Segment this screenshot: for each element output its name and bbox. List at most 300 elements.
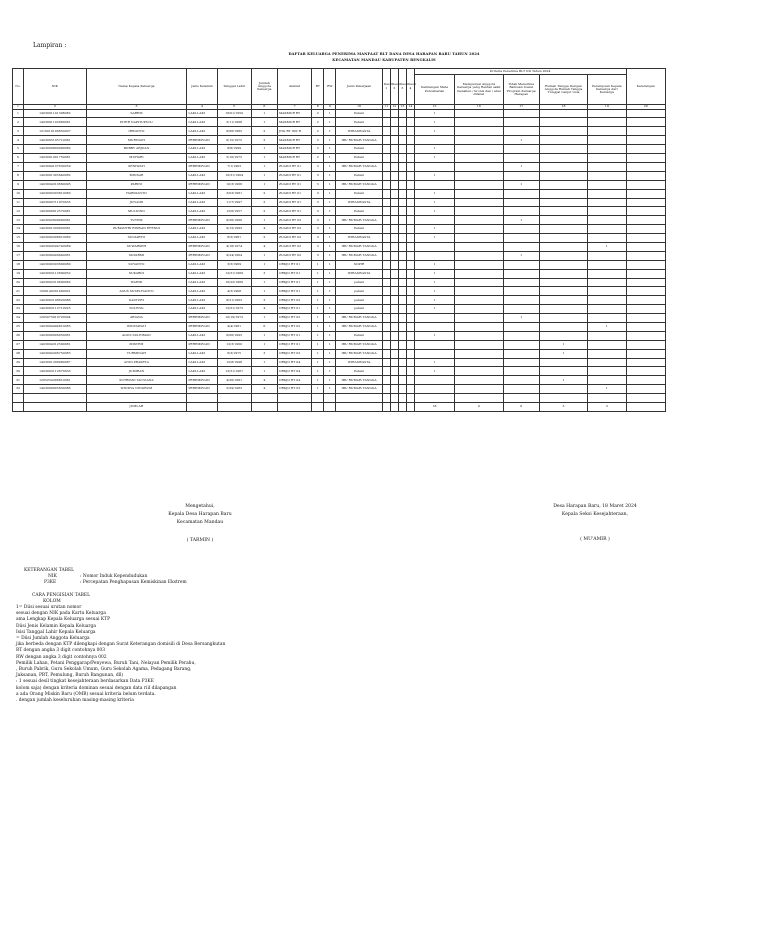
address-cell: ORKJO RT 02: [277, 349, 311, 358]
occupation-cell: Petani: [336, 225, 382, 234]
empty-cell: [406, 234, 414, 243]
birthdate-cell: 9/26/1960: [217, 216, 251, 225]
occupation-cell: WIRASWASTA: [336, 269, 382, 278]
criteria-4-cell: [539, 154, 587, 163]
empty-cell: [626, 145, 666, 154]
empty-cell: [406, 340, 414, 349]
notes-line: RT dengan angka 3 digit contohnya 003: [16, 648, 106, 654]
address-cell: ORKJO RT 01: [277, 287, 311, 296]
empty-cell: [406, 260, 414, 269]
member-count-cell: 1: [251, 118, 277, 127]
empty-cell: [382, 162, 390, 171]
column-number: 17: [503, 105, 539, 110]
criteria-3-cell: [503, 242, 539, 251]
table-row: [13, 189, 666, 198]
empty-cell: [398, 260, 406, 269]
rw-cell: 1: [324, 180, 336, 189]
rt-cell: 2: [312, 118, 324, 127]
criteria-2-cell: [455, 198, 503, 207]
birthdate-cell: 4/16/1974: [217, 242, 251, 251]
rw-cell: 1: [324, 109, 336, 118]
empty-cell: [390, 118, 398, 127]
criteria-5-cell: [588, 145, 626, 154]
total-row: [13, 402, 666, 411]
criteria-4-cell: [539, 171, 587, 180]
nik-cell: 1403090612570081: [24, 207, 86, 216]
empty-cell: [86, 394, 187, 403]
rw-cell: 1: [324, 385, 336, 394]
criteria-2-cell: [455, 278, 503, 287]
empty-cell: [626, 367, 666, 376]
member-count-cell: 1: [251, 109, 277, 118]
rt-cell: 1: [312, 322, 324, 331]
gender-cell: PEREMPUAN: [187, 216, 217, 225]
criteria-4-cell: [539, 198, 587, 207]
empty-cell: [390, 349, 398, 358]
table-row: [13, 305, 666, 314]
empty-cell: [398, 171, 406, 180]
empty-cell: [382, 287, 390, 296]
empty-cell: [390, 127, 398, 136]
empty-cell: [382, 269, 390, 278]
criteria-1-cell: 1: [414, 367, 454, 376]
criteria-5-cell: [588, 198, 626, 207]
row-number: 19: [13, 269, 24, 278]
gender-cell: LAKI-LAKI: [187, 189, 217, 198]
rt-cell: 1: [312, 340, 324, 349]
member-count-cell: 2: [251, 207, 277, 216]
member-count-cell: 1: [251, 180, 277, 189]
table-row: [13, 162, 666, 171]
address-cell: ZUAIDI RT 02: [277, 234, 311, 243]
address-cell: ORKJO RT 01: [277, 305, 311, 314]
criteria-2-cell: [455, 340, 503, 349]
notes-nik-desc: : Nomor Induk Kependudukan: [80, 574, 148, 580]
header-kriteria-1: Kehilangan Mata Pencaharian: [414, 75, 454, 105]
name-cell: SUWARSEH: [86, 242, 187, 251]
criteria-2-cell: [455, 216, 503, 225]
nik-cell: 1403094306750083: [24, 349, 86, 358]
criteria-2-cell: [455, 136, 503, 145]
rw-cell: 1: [324, 127, 336, 136]
empty-cell: [626, 287, 666, 296]
empty-cell: [398, 145, 406, 154]
nik-cell: 1403093112690052: [24, 269, 86, 278]
column-number: 8: [312, 105, 324, 110]
criteria-3-cell: [503, 296, 539, 305]
table-row: [13, 367, 666, 376]
occupation-cell: Petani: [336, 109, 382, 118]
criteria-1-cell: [414, 322, 454, 331]
criteria-3-cell: [503, 322, 539, 331]
member-count-cell: 1: [251, 216, 277, 225]
column-number: 20: [626, 105, 666, 110]
empty-cell: [390, 225, 398, 234]
criteria-3-cell: [503, 260, 539, 269]
row-number: 4: [13, 136, 24, 145]
empty-cell: [406, 296, 414, 305]
row-number: 16: [13, 242, 24, 251]
occupation-cell: IBU RUMAH TANGGA: [336, 216, 382, 225]
member-count-cell: 2: [251, 127, 277, 136]
occupation-cell: IBU RUMAH TANGGA: [336, 349, 382, 358]
name-cell: MULIONO: [86, 207, 187, 216]
column-number: 6: [251, 105, 277, 110]
table-row: [13, 225, 666, 234]
criteria-2-cell: [455, 260, 503, 269]
member-count-cell: 4: [251, 242, 277, 251]
criteria-3-cell: [503, 278, 539, 287]
row-number: 5: [13, 145, 24, 154]
criteria-4-cell: [539, 118, 587, 127]
criteria-1-cell: [414, 136, 454, 145]
empty-cell: [390, 216, 398, 225]
gender-cell: LAKI-LAKI: [187, 207, 217, 216]
rt-cell: 1: [312, 314, 324, 323]
column-number: 11: [382, 105, 390, 110]
empty-cell: [455, 394, 503, 403]
total-k4: 3: [539, 402, 587, 411]
gender-cell: LAKI-LAKI: [187, 278, 217, 287]
empty-cell: [277, 394, 311, 403]
birthdate-cell: 4/4/1981: [217, 322, 251, 331]
nik-cell: 1403092210600082: [24, 278, 86, 287]
criteria-1-cell: 1: [414, 331, 454, 340]
name-cell: MISTEM: [86, 340, 187, 349]
address-cell: ORKJO RT 01: [277, 260, 311, 269]
empty-cell: [382, 198, 390, 207]
empty-cell: [626, 402, 666, 411]
empty-cell: [626, 349, 666, 358]
member-count-cell: 1: [251, 145, 277, 154]
empty-cell: [626, 385, 666, 394]
empty-cell: [406, 269, 414, 278]
empty-cell: [382, 242, 390, 251]
gender-cell: LAKI-LAKI: [187, 171, 217, 180]
nik-cell: 1403090303690080: [24, 260, 86, 269]
criteria-1-cell: [414, 251, 454, 260]
row-number: 17: [13, 251, 24, 260]
table-row: [13, 127, 666, 136]
rt-cell: 1: [312, 385, 324, 394]
empty-cell: [406, 171, 414, 180]
rw-cell: 1: [324, 251, 336, 260]
criteria-2-cell: [455, 207, 503, 216]
empty-cell: [390, 385, 398, 394]
empty-cell: [398, 251, 406, 260]
criteria-4-cell: 1: [539, 340, 587, 349]
criteria-1-cell: 1: [414, 118, 454, 127]
criteria-2-cell: [455, 242, 503, 251]
member-count-cell: 1: [251, 287, 277, 296]
criteria-3-cell: [503, 207, 539, 216]
gender-cell: LAKI-LAKI: [187, 287, 217, 296]
empty-cell: [626, 278, 666, 287]
criteria-3-cell: [503, 340, 539, 349]
criteria-3-cell: [503, 198, 539, 207]
empty-cell: [382, 234, 390, 243]
empty-cell: [382, 402, 390, 411]
empty-cell: [406, 127, 414, 136]
birthdate-cell: 3/03/1981: [217, 189, 251, 198]
criteria-5-cell: [588, 376, 626, 385]
criteria-4-cell: [539, 269, 587, 278]
name-cell: SENIWATI: [86, 162, 187, 171]
criteria-5-cell: [588, 269, 626, 278]
criteria-4-cell: [539, 260, 587, 269]
empty-cell: [382, 216, 390, 225]
notes-nik-label: NIK: [48, 574, 57, 580]
row-number: 10: [13, 189, 24, 198]
empty-cell: [406, 145, 414, 154]
nik-cell: 1403091305640082: [24, 171, 86, 180]
occupation-cell: Petani: [336, 207, 382, 216]
criteria-3-cell: [503, 171, 539, 180]
rt-cell: 3: [312, 234, 324, 243]
empty-cell: [382, 358, 390, 367]
nik-cell: 1403090303810080: [24, 189, 86, 198]
notes-line: ama Lengkap Kepala Keluarga sesuai KTP: [16, 617, 111, 623]
address-cell: JNG RT 002 R: [277, 127, 311, 136]
criteria-5-cell: [588, 260, 626, 269]
nik-cell: 1216010106850007: [24, 127, 86, 136]
criteria-3-cell: [503, 305, 539, 314]
rt-cell: 1: [312, 278, 324, 287]
rw-cell: 1: [324, 260, 336, 269]
gender-cell: LAKI-LAKI: [187, 127, 217, 136]
empty-cell: [398, 296, 406, 305]
notes-line: kolom saja) dengan kriteria dominan sesuai dengan data riil dilapangan: [16, 685, 177, 691]
birthdate-cell: 6/3/1975: [217, 349, 251, 358]
notes-line: 1= Diisi sesuai urutan nomor: [16, 605, 82, 611]
occupation-cell: petani: [336, 296, 382, 305]
column-number: 13: [398, 105, 406, 110]
table-row: [13, 207, 666, 216]
criteria-4-cell: [539, 331, 587, 340]
empty-cell: [382, 260, 390, 269]
empty-cell: [398, 189, 406, 198]
notes-line: . dengan jumlah keseluruhan masing-masing kriteria: [16, 698, 134, 704]
rt-cell: 2: [312, 127, 324, 136]
empty-cell: [390, 251, 398, 260]
header-alamat: Alamat: [277, 69, 311, 105]
criteria-3-cell: [503, 225, 539, 234]
gender-cell: LAKI-LAKI: [187, 145, 217, 154]
empty-cell: [503, 394, 539, 403]
criteria-2-cell: [455, 287, 503, 296]
empty-cell: [382, 171, 390, 180]
name-cell: AGUS SULEIMAN: [86, 331, 187, 340]
member-count-cell: 4: [251, 376, 277, 385]
empty-cell: [406, 367, 414, 376]
birthdate-cell: 8/3/1981: [217, 234, 251, 243]
gender-cell: LAKI-LAKI: [187, 109, 217, 118]
criteria-1-cell: 1: [414, 109, 454, 118]
member-count-cell: 6: [251, 322, 277, 331]
lampiran-label: Lampiran :: [33, 42, 67, 49]
address-cell: ORKJO RT 01: [277, 331, 311, 340]
criteria-5-cell: [588, 154, 626, 163]
empty-cell: [382, 207, 390, 216]
name-cell: TUYEM: [86, 216, 187, 225]
rw-cell: 1: [324, 278, 336, 287]
empty-cell: [398, 216, 406, 225]
criteria-1-cell: [414, 180, 454, 189]
empty-cell: [277, 402, 311, 411]
table-row: [13, 234, 666, 243]
notes-line: Diisi Jenis Kelamin Kepala Keluarga: [16, 623, 96, 629]
criteria-5-cell: [588, 251, 626, 260]
empty-cell: [406, 216, 414, 225]
row-number: 11: [13, 198, 24, 207]
name-cell: MURNIATI: [86, 136, 187, 145]
occupation-cell: IBU RUMAH TANGGA: [336, 162, 382, 171]
criteria-3-cell: [503, 127, 539, 136]
total-k5: 3: [588, 402, 626, 411]
row-number: 8: [13, 171, 24, 180]
table-row: [13, 171, 666, 180]
gender-cell: PEREMPUAN: [187, 180, 217, 189]
empty-cell: [382, 180, 390, 189]
nik-cell: 1205075910720004: [24, 314, 86, 323]
criteria-5-cell: [588, 314, 626, 323]
member-count-cell: 1: [251, 314, 277, 323]
occupation-cell: petani: [336, 287, 382, 296]
member-count-cell: 4: [251, 385, 277, 394]
criteria-4-cell: [539, 305, 587, 314]
criteria-1-cell: 1: [414, 145, 454, 154]
notes-line: , Buruh Pabrik, Guru Sekolah Umum, Guru Sekolah Agama, Pedagang Barang,: [16, 667, 192, 673]
criteria-3-cell: [503, 349, 539, 358]
empty-cell: [398, 358, 406, 367]
occupation-cell: SOPIR: [336, 260, 382, 269]
criteria-2-cell: [455, 331, 503, 340]
empty-cell: [539, 394, 587, 403]
notes-section: [16, 568, 226, 704]
criteria-1-cell: [414, 216, 454, 225]
occupation-cell: Petani: [336, 145, 382, 154]
criteria-4-cell: [539, 109, 587, 118]
gender-cell: PEREMPUAN: [187, 314, 217, 323]
empty-cell: [398, 340, 406, 349]
table-row: [13, 216, 666, 225]
table-row: [13, 154, 666, 163]
row-number: 18: [13, 260, 24, 269]
occupation-cell: IBU RUMAH TANGGA: [336, 136, 382, 145]
empty-cell: [414, 394, 454, 403]
notes-line: Jaksanan, PRT, Pemulung, Buruh Bangunan, dll): [16, 673, 124, 679]
empty-cell: [390, 198, 398, 207]
gender-cell: PEREMPUAN: [187, 242, 217, 251]
criteria-2-cell: [455, 109, 503, 118]
total-k3: 6: [503, 402, 539, 411]
criteria-3-cell: 1: [503, 216, 539, 225]
empty-cell: [390, 394, 398, 403]
criteria-4-cell: [539, 234, 587, 243]
header-desil-2: Desil 2: [390, 69, 398, 105]
address-cell: MAKMUR RT: [277, 145, 311, 154]
rw-cell: 1: [324, 198, 336, 207]
name-cell: ZUMANTRI RISWAN EFENDI: [86, 225, 187, 234]
signature-left: [135, 503, 265, 545]
empty-cell: [626, 109, 666, 118]
notes-line: sesuai dengan NIK pada Kartu Keluarga: [16, 611, 106, 617]
empty-cell: [24, 394, 86, 403]
empty-cell: [398, 198, 406, 207]
birthdate-cell: 6/06/1985: [217, 127, 251, 136]
criteria-4-cell: [539, 358, 587, 367]
table-row: [13, 296, 666, 305]
address-cell: ZUAIDI RT 01: [277, 198, 311, 207]
criteria-2-cell: [455, 314, 503, 323]
empty-cell: [398, 331, 406, 340]
occupation-cell: IBU RUMAH TANGGA: [336, 376, 382, 385]
empty-cell: [312, 402, 324, 411]
row-number: 23: [13, 305, 24, 314]
name-cell: WAHID: [86, 278, 187, 287]
rt-cell: 1: [312, 349, 324, 358]
table-row: [13, 260, 666, 269]
rt-cell: 1: [312, 260, 324, 269]
birthdate-cell: 5/10/1975: [217, 154, 251, 163]
occupation-cell: petani: [336, 278, 382, 287]
empty-cell: [382, 322, 390, 331]
name-cell: SUKARDI: [86, 269, 187, 278]
empty-cell: [398, 154, 406, 163]
birthdate-cell: 10/22/1960: [217, 278, 251, 287]
table-row: [13, 198, 666, 207]
birthdate-cell: 16/01/1950: [217, 109, 251, 118]
occupation-cell: IBU RUMAH TANGGA: [336, 314, 382, 323]
empty-cell: [398, 269, 406, 278]
empty-cell: [398, 367, 406, 376]
empty-cell: [390, 367, 398, 376]
empty-cell: [626, 127, 666, 136]
row-number: 30: [13, 367, 24, 376]
empty-cell: [626, 171, 666, 180]
birthdate-cell: 12/6/1957: [217, 207, 251, 216]
criteria-4-cell: [539, 287, 587, 296]
empty-cell: [398, 322, 406, 331]
column-number: 19: [588, 105, 626, 110]
header-desil-1: Desil 1: [382, 69, 390, 105]
table-row: [13, 109, 666, 118]
empty-cell: [324, 402, 336, 411]
empty-cell: [390, 145, 398, 154]
empty-cell: [406, 109, 414, 118]
criteria-3-cell: [503, 385, 539, 394]
criteria-1-cell: 1: [414, 207, 454, 216]
birthdate-cell: 12/3/1960: [217, 340, 251, 349]
name-cell: SUYANTO: [86, 260, 187, 269]
row-number: 9: [13, 180, 24, 189]
member-count-cell: 3: [251, 296, 277, 305]
rw-cell: 1: [324, 269, 336, 278]
nik-cell: 1205254306810081: [24, 376, 86, 385]
nik-cell: 1403091209920081: [24, 225, 86, 234]
empty-cell: [626, 331, 666, 340]
rw-cell: 1: [324, 349, 336, 358]
table-row: [13, 180, 666, 189]
address-cell: ORKJO RT 04: [277, 376, 311, 385]
empty-cell: [390, 234, 398, 243]
gender-cell: LAKI-LAKI: [187, 118, 217, 127]
empty-cell: [382, 145, 390, 154]
birthdate-cell: 11/7/1997: [217, 198, 251, 207]
empty-cell: [406, 189, 414, 198]
empty-cell: [398, 136, 406, 145]
empty-cell: [398, 242, 406, 251]
